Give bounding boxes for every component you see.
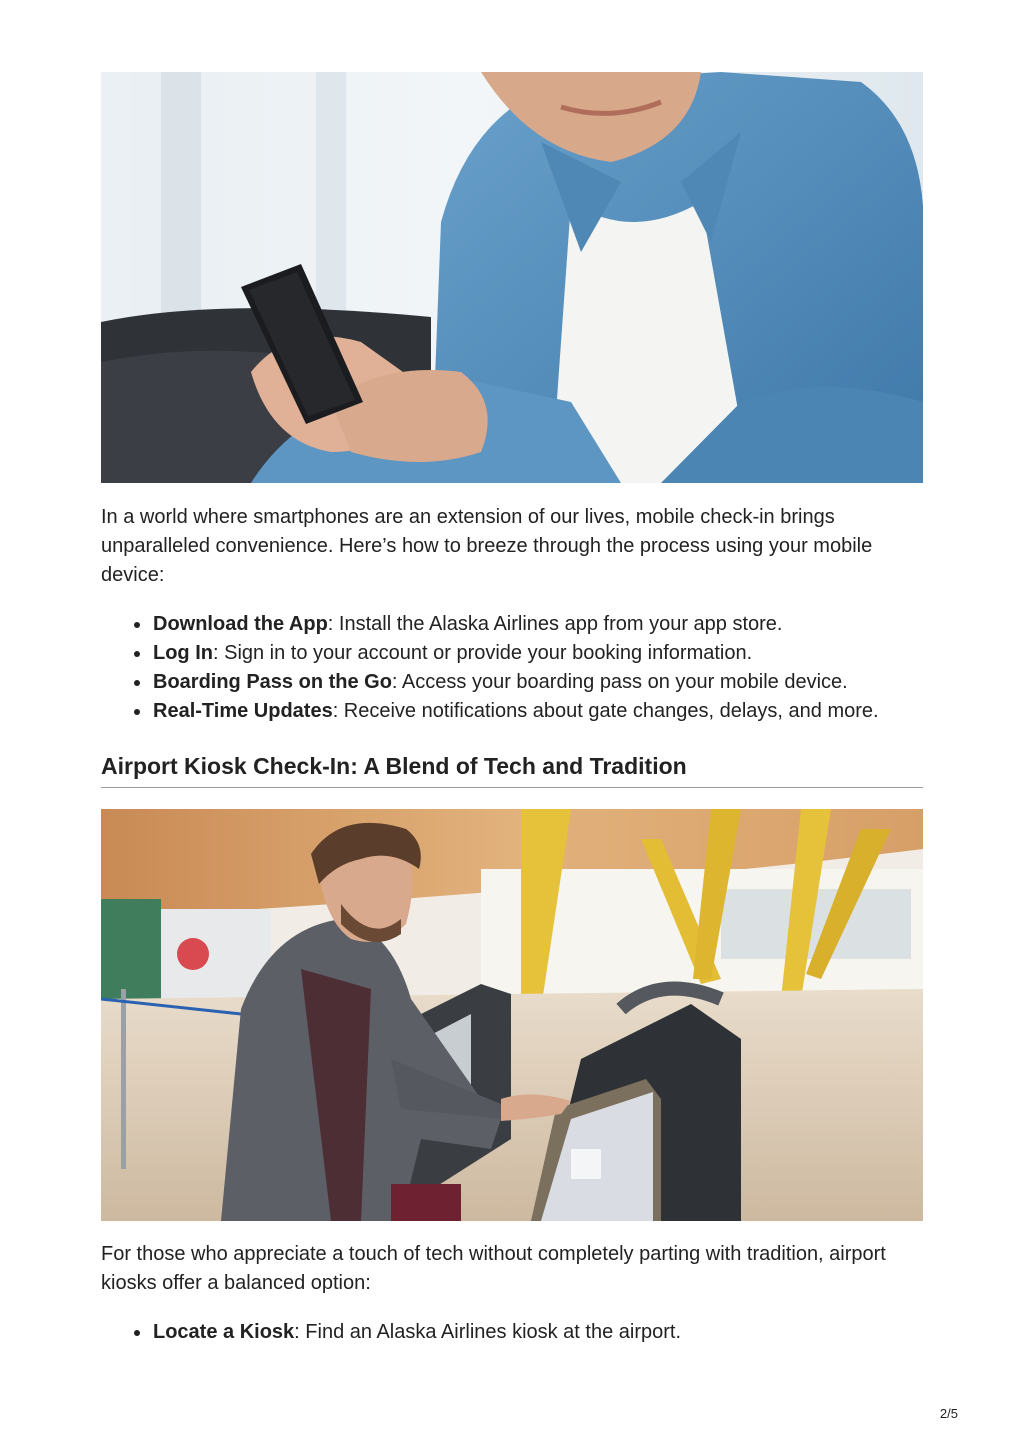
mobile-checkin-steps-list (101, 610, 923, 726)
list-item (153, 610, 923, 639)
step-text: : Sign in to your account or provide your booking information. (212, 642, 753, 664)
step-term: Boarding Pass on the Go (153, 671, 392, 693)
kiosk-checkin-steps-list (101, 1318, 923, 1347)
photo-man-using-smartphone (101, 72, 923, 483)
step-term: Download the App (153, 613, 328, 635)
step-text: : Access your boarding pass on your mobile device. (391, 671, 848, 693)
intro-paragraph: In a world where smartphones are an extension of our lives, mobile check-in brings unparalleled convenience. Here’s how to breeze through the process using your mobile device: (101, 506, 873, 586)
step-text: : Install the Alaska Airlines app from your app store. (327, 613, 783, 635)
photo-man-using-airport-kiosk (101, 809, 923, 1221)
step-term: Real-Time Updates (153, 700, 333, 722)
list-item (153, 668, 923, 697)
kiosk-paragraph: For those who appreciate a touch of tech without completely parting with tradition, airport kiosks offer a balanced option: (101, 1243, 886, 1294)
step-term: Locate a Kiosk (153, 1321, 295, 1343)
list-item (153, 1318, 923, 1347)
step-term: Log In (153, 642, 213, 664)
heading-divider (101, 787, 923, 788)
list-item (153, 639, 923, 668)
section-heading: Airport Kiosk Check-In: A Blend of Tech and Tradition (101, 753, 687, 779)
list-item (153, 697, 923, 726)
step-text: : Find an Alaska Airlines kiosk at the airport. (294, 1321, 682, 1343)
page-number: 2/5 (939, 1406, 958, 1421)
step-text: : Receive notifications about gate changes, delays, and more. (332, 700, 879, 722)
